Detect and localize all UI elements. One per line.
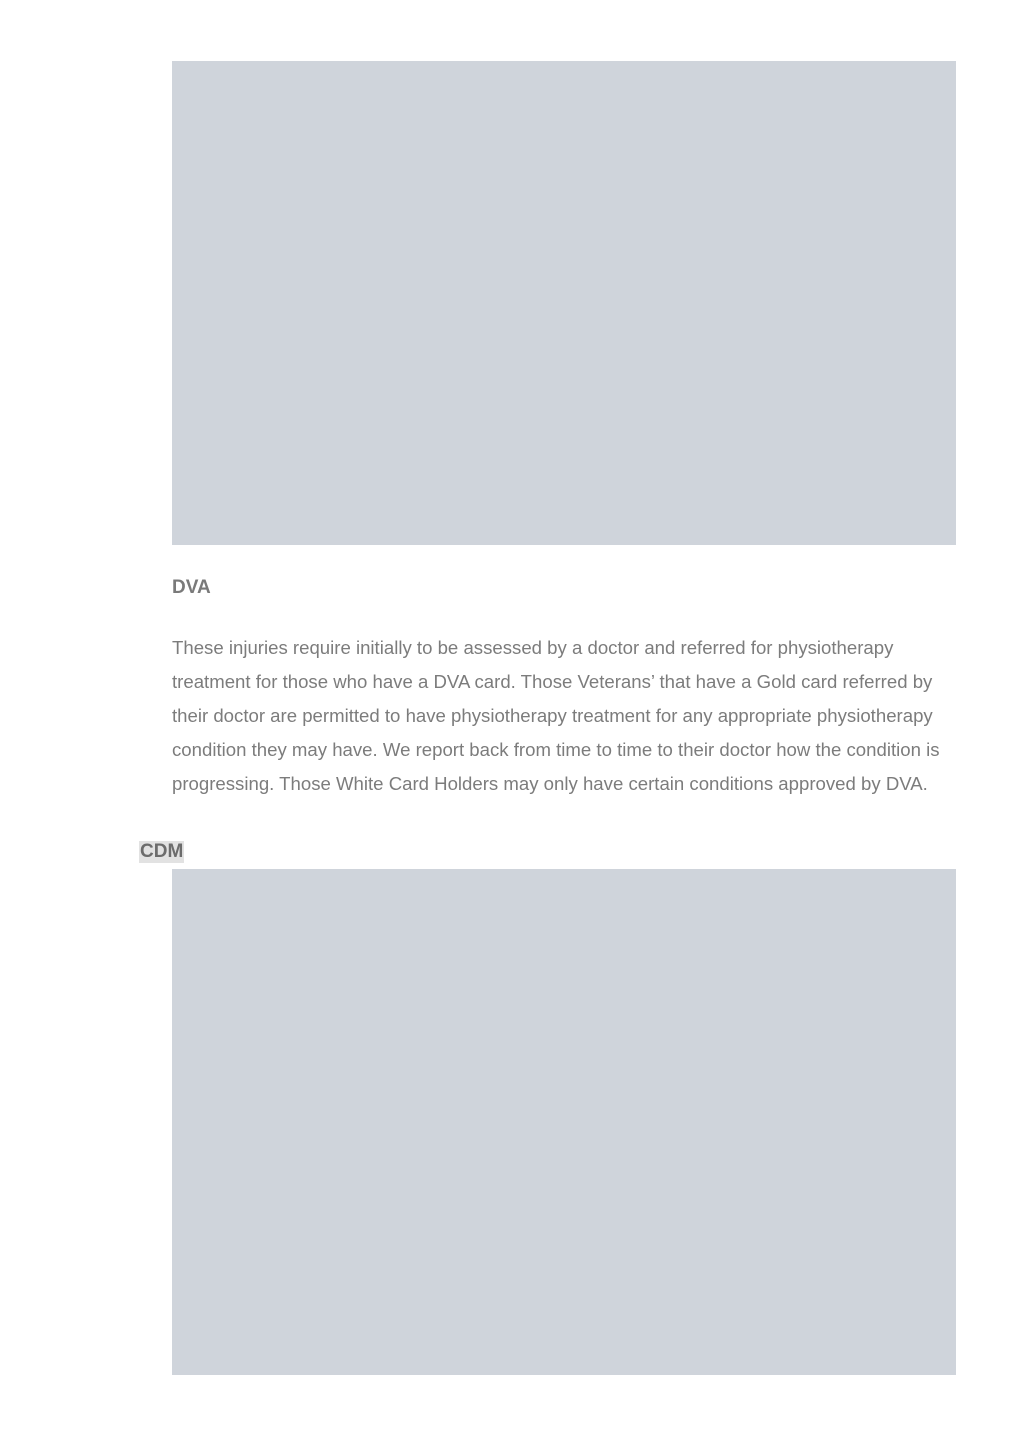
bottom-image xyxy=(172,869,956,1375)
top-image xyxy=(172,61,956,545)
section-heading-dva: DVA xyxy=(172,577,211,598)
dva-description-paragraph: These injuries require initially to be assessed by a doctor and referred for physiotherapy treatment for those who have a DVA card. Those Veterans’ that have a Gold card referred by their doctor are permitted to have physiotherapy treatment for any appropriate physiotherapy condition they may have. We report back from time to time to their doctor how the condition is progressing. Those White Card Holders may only have certain conditions approved by DVA. xyxy=(172,637,940,794)
section-label-cdm: CDM xyxy=(140,841,184,862)
